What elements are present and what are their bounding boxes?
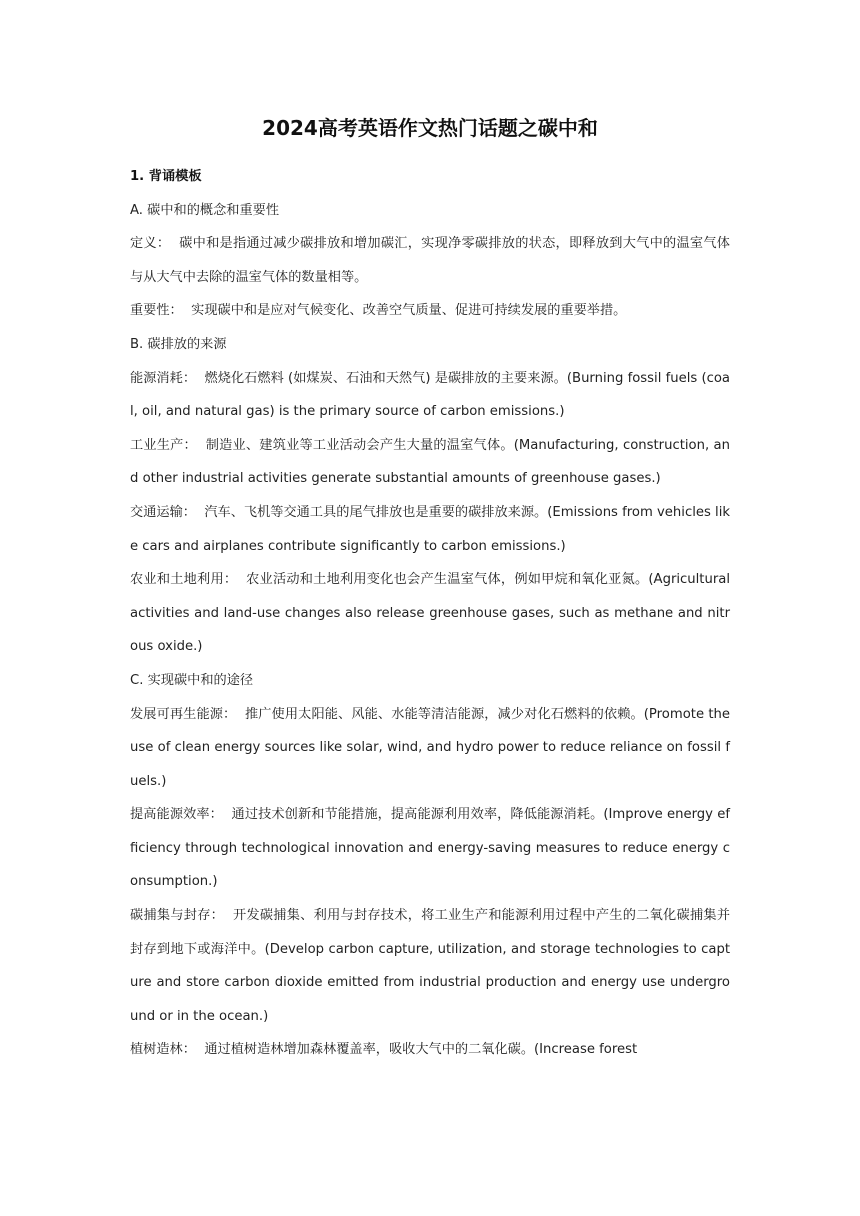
paragraph: [130, 227, 730, 294]
item-text: 通过技术创新和节能措施，提高能源利用效率，降低能源消耗。(Improve energy efficiency through technological innovation and energy-saving measures to reduce energy consumption.): [130, 807, 731, 890]
subheading: A. 碳中和的概念和重要性: [130, 202, 280, 218]
item-text: 制造业、建筑业等工业活动会产生大量的温室气体。(Manufacturing, construction, and other industrial activities generate substantial amounts of greenhouse gases.): [130, 437, 730, 487]
spacer: [196, 371, 204, 386]
paragraph: [130, 294, 730, 328]
subheading: C. 实现碳中和的途径: [130, 672, 254, 688]
item-text: 农业活动和土地利用变化也会产生温室气体，例如甲烷和氧化亚氮。(Agricultural activities and land-use changes also release greenhouse gases, such as methane and nitrous oxide.): [130, 572, 731, 655]
item-label: 交通运输：: [130, 504, 196, 520]
paragraph: [130, 798, 730, 899]
paragraph: [130, 496, 730, 563]
paragraph: [130, 698, 730, 799]
item-text: 实现碳中和是应对气候变化、改善空气质量、促进可持续发展的重要举措。: [191, 303, 627, 319]
item-text: 通过植树造林增加森林覆盖率，吸收大气中的二氧化碳。(Increase forest: [204, 1042, 638, 1058]
item-label: 工业生产：: [130, 437, 197, 453]
item-label: 发展可再生能源：: [130, 706, 237, 722]
spacer: [223, 807, 232, 822]
item-text: 燃烧化石燃料 (如煤炭、石油和天然气) 是碳排放的主要来源。(Burning fossil fuels (coal, oil, and natural gas) is the primary source of carbon emissions.): [130, 370, 731, 420]
item-label: 提高能源效率：: [130, 807, 223, 823]
item-text: 碳中和是指通过减少碳排放和增加碳汇，实现净零碳排放的状态，即释放到大气中的温室气体与从大气中去除的温室气体的数量相等。: [130, 236, 730, 285]
spacer: [197, 438, 206, 453]
paragraph: [130, 362, 730, 429]
item-label: 农业和土地利用：: [130, 572, 238, 588]
item-label: 植树造林：: [130, 1042, 196, 1058]
spacer: [224, 908, 233, 923]
paragraph: [130, 899, 730, 1033]
spacer: [237, 572, 246, 587]
item-text: 汽车、飞机等交通工具的尾气排放也是重要的碳排放来源。(Emissions from vehicles like cars and airplanes contribute significantly to carbon emissions.): [130, 504, 730, 554]
document-body: [130, 194, 730, 1067]
spacer: [183, 303, 191, 318]
item-label: 重要性：: [130, 303, 183, 319]
spacer: [236, 707, 245, 722]
paragraph: [130, 563, 730, 664]
spacer: [170, 236, 179, 251]
item-text: 推广使用太阳能、风能、水能等清洁能源，减少对化石燃料的依赖。(Promote the use of clean energy sources like solar, wind, and hydro power to reduce reliance on fossil fuels.): [130, 706, 730, 789]
item-label: 碳捕集与封存：: [130, 908, 225, 924]
item-text: 开发碳捕集、利用与封存技术，将工业生产和能源利用过程中产生的二氧化碳捕集并封存到地下或海洋中。(Develop carbon capture, utilization, and storage technologies to capture and store carbon dioxide emitted from industrial production and energy use underground or in the ocean.): [130, 908, 731, 1024]
item-label: 能源消耗：: [130, 370, 197, 386]
subheading: B. 碳排放的来源: [130, 336, 227, 352]
section-heading: 1. 背诵模板: [130, 169, 202, 184]
document-title: 2024高考英语作文热门话题之碳中和: [262, 116, 598, 140]
paragraph: [130, 1033, 730, 1067]
document-content: [130, 112, 730, 1067]
item-label: 定义：: [130, 236, 171, 252]
paragraph: [130, 429, 730, 496]
